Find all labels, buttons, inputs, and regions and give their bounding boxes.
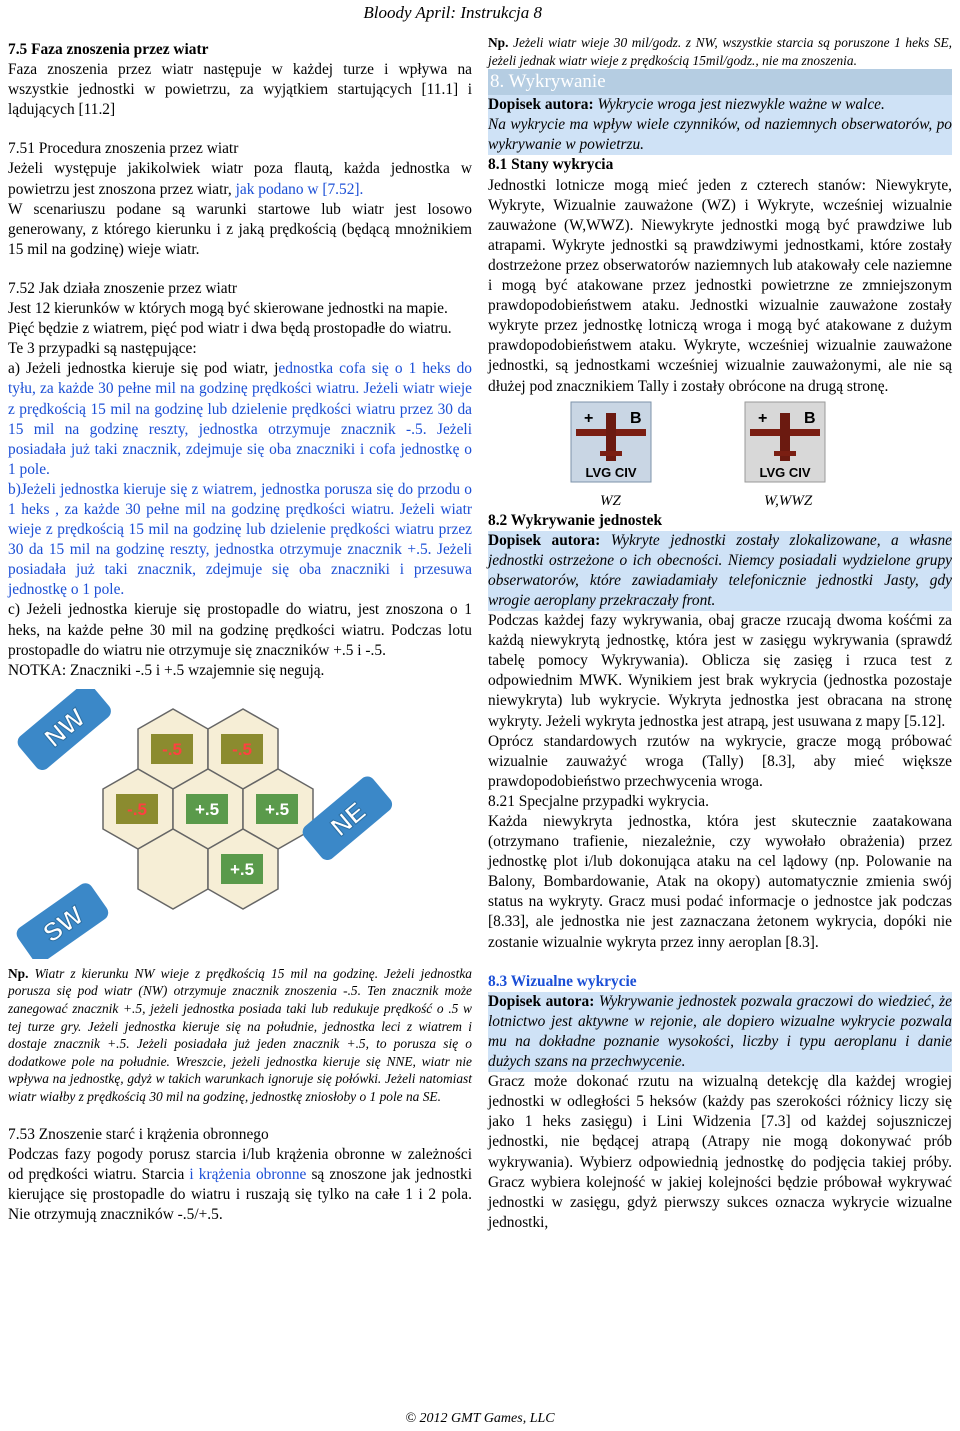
rule-link[interactable]: jak podano w [7.52].	[235, 180, 364, 198]
counter-letter: B	[630, 409, 642, 427]
counter-type: LVG CIV	[759, 464, 811, 480]
section-8-1-text: Jednostki lotnicze mogą mieć jeden z czterech stanów: Niewykryte, Wykryte, Wizualnie zauważone (WZ) i Wykryte, wcześniej wizualnie zauważone (W,WWZ). Niewykryte jednostki mogą być prawdziwe lub atrapami. Wykryte jednostki są prawdziwymi jednostkami, które zostały dostrzeżone przez obserwatorów naziemnych lub atakowały cele naziemne i mogą być atakowane przez jednostki powietrzne ze zmniejszonym prawdopodobieństwem ataku. Jednostki wizualnie zauważone zostały wykryte przez jednostkę lotniczą wroga i mogą być atakowane z dużym prawdopodobieństwem ataku. Wykryte, wcześniej wizualnie zauważone jednostki, są jednostkami wcześniej wizualnie zauważonymi, ale nie są dłużej pod znacznikiem Tally i zostały obrócone na drugą stronę.	[488, 176, 952, 395]
section-8-1-title: 8.1 Stany wykrycia	[488, 156, 614, 174]
page-footer: © 2012 GMT Games, LLC	[405, 1411, 555, 1426]
section-8-2-title: 8.2 Wykrywanie jednostek	[488, 511, 663, 529]
caption-wz: WZ	[600, 492, 621, 509]
section-7-52-p1: Jest 12 kierunków w których mogą być skierowane jednostki na mapie.	[8, 300, 448, 318]
counter-plus: +	[584, 409, 594, 427]
section-7-52-p2: Pięć będzie z wiatrem, pięć pod wiatr i dwa będą prostopadłe do wiatru.	[8, 320, 452, 338]
author-note-8-3: Dopisek autora: Wykrywanie jednostek pozwala graczowi do wiedzieć, że lotnictwo jest aktywne w rejonie, ale dopiero wizualne wykrycie pozwala mu na dokładne poznanie wysokości, liczby i typu aeroplanu i danie dużych szans na przechwycenie.	[488, 992, 952, 1072]
section-7-51-text-2: W scenariuszu podane są warunki startowe lub wiatr jest losowo generowany, z którego kierunku i z jaką prędkością (będącą mnożnikiem 15 mil na godzinę) wieje wiatr.	[8, 200, 472, 258]
wind-direction-sw: SW	[37, 899, 89, 949]
counter-captions	[488, 491, 952, 511]
wind-direction-ne: NE	[324, 795, 372, 842]
drift-marker-3: -.5	[127, 799, 147, 819]
section-8-3-text: Gracz może dokonać rzutu na wizualną detekcję dla każdej wrogiej jednostki w odległości 5 heksów (każdy pas szerokości różnicy liczy się jako 1 heks zasięgu) i Lini Widzenia [7.3] od każdej sojuszniczej jednostki, nie będącej atrapą (Atrapy nie mogą dokonywać prób wykrywania). Wybierz odpowiednią jednostkę do podjęcia takiej próby. Gracz wybiera kolejność w jakiej kolejności będzie próbował wykrywać jednostki w zasięgu, gdyż pierwszy sukces oznacza wykrycie wizualne jednostki,	[488, 1073, 952, 1231]
drift-marker-5: +.5	[264, 799, 290, 819]
case-c: c) Jeżeli jednostka kieruje się prostopadle do wiatru, jest znoszona o 1 heks, na każde pełne 30 mil na godzinę prędkości wiatru. Podczas lotu prostopadle do wiatru nie otrzymuje się znaczników +.5 i -.5.	[8, 601, 472, 659]
section-8-21-text: Każda niewykryta jednostka, która jest skutecznie zaatakowana (otrzymano trafienie, niezależnie, czy wywołało obrażenia) przez jednostkę plot i/lub dokonująca ataku na cel lądowy (np. Polowanie na Balony, Bombardowanie, Atak na okopy) automatycznie zmienia swój status na wykryty. Gracz musi podać informacje o jednostce jak podczas [8.33], ale jednostka nie jest zaznaczana żetonem wykrycia, dopóki nie zostanie wizualnie wykryta przez inny aeroplan [8.3].	[488, 813, 952, 951]
drift-marker-2: -.5	[232, 739, 252, 759]
page-header: Bloody April: Instrukcja 8	[363, 3, 542, 22]
example-np: Np. Jeżeli wiatr wieje 30 mil/godz. z NW, wszystkie starcia są poruszone 1 heks SE, jeżeli jednak wiatr wieje z prędkością 15mil/godz., nie ma znoszenia.	[488, 35, 952, 68]
section-7-52-title: 7.52 Jak działa znoszenie przez wiatr	[8, 279, 238, 297]
note: NOTKA: Znaczniki -.5 i +.5 wzajemnie się negują.	[8, 661, 325, 679]
counter-letter: B	[804, 409, 816, 427]
drift-marker-1: -.5	[162, 739, 182, 759]
section-7-5-title: 7.5 Faza znoszenia przez wiatr	[8, 41, 209, 58]
section-8-3-title: 8.3 Wizualne wykrycie	[488, 972, 637, 990]
right-column	[488, 34, 952, 1233]
counter-type: LVG CIV	[585, 464, 637, 480]
example-text: Np. Wiatr z kierunku NW wieje z prędkością 15 mil na godzinę. Jeżeli jednostka porusza się pod wiatr (NW) otrzymuje znacznik znoszenia -.5. Ten znacznik może zanegować znacznik +.5, jeżeli jednostka posiada taki lub redukuje prędkość o .5 w tej turze gry. Jeżeli jednostka kieruje się na południe, jednostka leci z wiatrem i dostaje znacznik +.5. Jeżeli posiadała już jeden znacznik +.5, to porusza się o dodatkowe pole na południe. Wreszcie, jeżeli jednostka kieruje się NNE, wiatr nie wpływa na jednostkę, gdyż w takich warunkach ignoruje się połówki. Jeżeli natomiast wiatr wiałby z prędkością 30 mil na godzinę, jednostkę zniosłoby o 1 pole na SE.	[8, 965, 472, 1104]
author-note-8-2: Dopisek autora: Wykryte jednostki zostały zlokalizowane, a własne jednostki ostrzeżone o ich obecności. Niemcy posiadali wydzielone grupy obserwatorów, które zawiadamiały telefonicznie jednostki Jasty, gdy wrogie aeroplany przekraczały front.	[488, 531, 952, 611]
section-8-2-p2: Oprócz standardowych rzutów na wykrycie, gracze mogą próbować wizualnie zauważyć wroga (Tally) [8.3], aby mieć większe prawdopodobieństwo przechwycenia wroga.	[488, 732, 952, 790]
section-8-title: 8. Wykrywanie	[488, 69, 952, 95]
left-column	[8, 40, 472, 1225]
section-7-51-title: 7.51 Procedura znoszenia przez wiatr	[8, 140, 239, 158]
section-7-5-text: Faza znoszenia przez wiatr następuje w każdej turze i wpływa na wszystkie jednostki w powietrzu, za wyjątkiem startujących [11.1] i lądujących [11.2]	[8, 61, 472, 119]
drift-marker-6: +.5	[229, 859, 255, 879]
case-b: b)Jeżeli jednostka kieruje się z wiatrem, jednostka porusza się do przodu o 1 heks , za każde 30 pełne mil na godzinę prędkości wiatru. Jeżeli wiatr wieje z prędkością 15 mil na godzinę lub dzielenie prędkości wiatru przez 30 da 15 mil na godzinę reszty, jednostka otrzymuje znacznik +.5. Jeżeli posiadała już taki znacznik, zdejmuje się oba znaczniki i przesuwa jednostkę o 1 pole.	[8, 480, 472, 599]
author-note-8: Dopisek autora: Wykrycie wroga jest niezwykle ważne w walce.	[488, 95, 952, 115]
wind-direction-nw: NW	[38, 702, 91, 753]
counter-plus: +	[758, 409, 768, 427]
caption-wwz: W,WWZ	[764, 492, 813, 509]
section-7-51-text: Jeżeli występuje jakikolwiek wiatr poza flautą, każda jednostka w powietrzu jest znoszona przez wiatr, jak podano w [7.52].	[8, 160, 472, 198]
counter-images	[488, 401, 952, 491]
case-a: a) Jeżeli jednostka kieruje się pod wiatr, jednostka cofa się o 1 heks do tyłu, za każde 30 pełne mil na godzinę prędkości wiatru. Jeżeli wiatr wieje z prędkością 15 mil na godzinę lub dzielenie prędkości wiatru przez 30 da 15 mil na godzinę reszty, jednostka otrzymuje znacznik -.5. Jeżeli posiadała już taki znacznik, zdejmuje się oba znaczniki i cofa jednostkę o 1 pole.	[8, 360, 473, 478]
section-7-53-text: Podczas fazy pogody porusz starcia i/lub krążenia obronne w zależności od prędkości wiatru. Starcia i krążenia obronne są znoszone jak jednostki kierujące się prostopadle do wiatru i ruszają się tylko na całe 1 i 2 pola. Nie otrzymują znaczników -.5/+.5.	[8, 1145, 472, 1223]
section-7-53-title: 7.53 Znoszenie starć i krążenia obronnego	[8, 1125, 269, 1143]
section-7-52-p3: Te 3 przypadki są następujące:	[8, 340, 197, 358]
wind-drift-hex-diagram	[8, 689, 408, 959]
author-note-8-b: Na wykrycie ma wpływ wiele czynników, od naziemnych obserwatorów, po wykrywanie w powietrzu.	[488, 115, 952, 155]
counter-wwz	[744, 401, 826, 483]
counter-wz	[570, 401, 652, 483]
section-8-2-p1: Podczas każdej fazy wykrywania, obaj gracze rzucają dwoma kośćmi za każdą niewykrytą jednostkę, która jest w zasięgu wykrywania (sprawdź tabelę pomocy Wykrywania). Oblicza się zasięg i rzuca test z odpowiednim MWK. Wynikiem jest brak wykrycia (jednostka pozostaje niewykryta) lub wykrycie. Wykryta jednostka jest obracana na stronę wykryty. Jeżeli wykryta jednostka jest atrapą, jest usuwana z mapy [5.12].	[488, 612, 952, 730]
drift-marker-4: +.5	[194, 799, 220, 819]
section-8-21-title: 8.21 Specjalne przypadki wykrycia.	[488, 792, 709, 810]
